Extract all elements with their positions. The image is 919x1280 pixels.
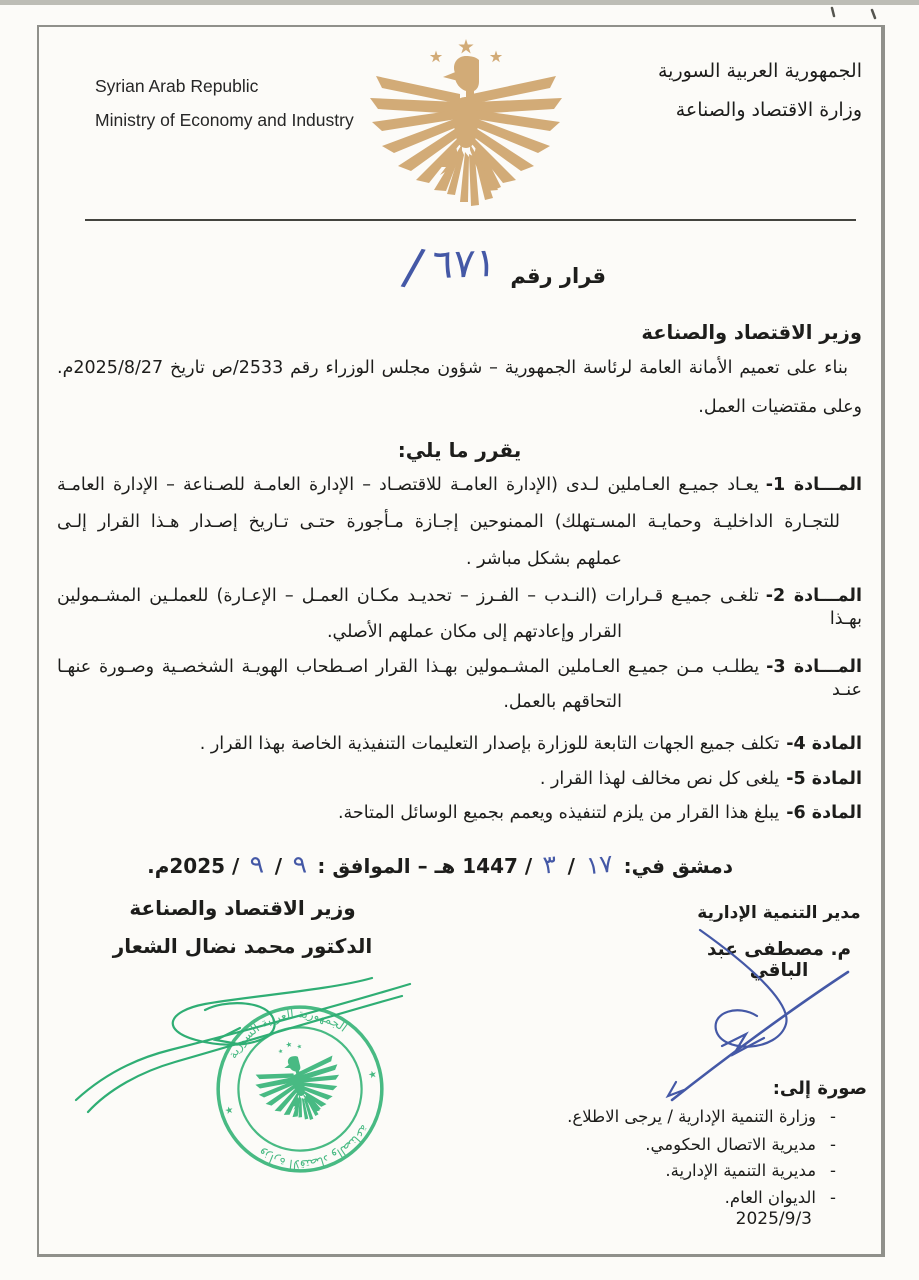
decides-heading: يقرر ما يلي:: [397, 438, 522, 462]
article-2-line-2: القرار وإعادتهم إلى مكان عملهم الأصلي.: [326, 622, 622, 642]
article-5-line: المادة 5-يلغى كل نص مخالف لهذا القرار .: [539, 769, 862, 789]
director-title: مدير التنمية الإدارية: [697, 903, 861, 923]
article-6-label: المادة 6-: [786, 803, 862, 823]
article-4-line: المادة 4-تكلف جميع الجهات التابعة للوزارة بإصدار التعليمات التنفيذية الخاصة بهذا القرار .: [199, 734, 862, 754]
handwritten-greg-month: ٩: [248, 849, 266, 880]
cc-dash: -: [830, 1161, 836, 1180]
handwritten-decree-number: ٦٧١: [430, 239, 499, 289]
decree-number-row: [399, 236, 607, 298]
cc-dash: -: [830, 1107, 836, 1126]
date-separator-2: /: [274, 854, 283, 878]
article-1-label: المـــادة 1-: [765, 475, 862, 495]
article-4-label: المادة 4-: [786, 734, 862, 754]
article-6-line: المادة 6-يبلغ هذا القرار من يلزم لتنفيذه ويعمم بجميع الوسائل المتاحة.: [337, 803, 862, 823]
handwritten-slash: /: [399, 236, 428, 298]
handwritten-hijri-month: ٣: [541, 849, 559, 880]
preamble-line-2: وعلى مقتضيات العمل.: [698, 397, 862, 417]
minister-name: الدكتور محمد نضال الشعار: [112, 934, 373, 958]
cc-dash: -: [830, 1135, 836, 1154]
date-hijri-rest: / 1447 هـ – الموافق :: [317, 854, 533, 878]
header-divider: [85, 219, 856, 221]
article-2-label: المـــادة 2-: [765, 586, 862, 606]
ministry-stamp: [212, 1001, 388, 1177]
header-ministry-en: Ministry of Economy and Industry: [95, 110, 354, 130]
stamp-top-text: الجمهورية العربية السورية: [225, 1006, 350, 1061]
cc-item-3: -مديرية التنمية الإدارية.: [665, 1161, 836, 1180]
eagle-emblem-icon: [366, 36, 566, 208]
authority-heading: وزير الاقتصاد والصناعة: [641, 321, 862, 344]
article-2-line-1: المـــادة 2-تلغـى جميـع قـرارات (النـدب – الفـرز – تحديـد مكـان العمـل – الإعـارة) للعملـين المشـمولين بهـذا: [57, 586, 862, 629]
handwritten-greg-day: ٩: [291, 849, 308, 880]
cc-dash: -: [830, 1188, 836, 1207]
header-country-en: Syrian Arab Republic: [95, 76, 259, 96]
cc-item-2: -مديرية الاتصال الحكومي.: [645, 1135, 836, 1154]
cc-item-1: -وزارة التنمية الإدارية / يرجى الاطلاع.: [567, 1107, 836, 1126]
date-separator: /: [567, 854, 575, 878]
minister-signature-block: [75, 896, 410, 958]
decree-number-label: قرار رقم: [510, 264, 607, 288]
article-3-line-2: التحاقهم بالعمل.: [503, 692, 622, 712]
director-signature-block: [683, 903, 875, 981]
cc-heading: صورة إلى:: [772, 1078, 867, 1099]
date-greg-rest: / 2025م.: [147, 854, 240, 878]
preamble-line-1: بناء على تعميم الأمانة العامة لرئاسة الجمهورية – شؤون مجلس الوزراء رقم 2533/ص تاريخ 2025/8/27م.: [57, 358, 848, 378]
header-ministry-ar: وزارة الاقتصاد والصناعة: [675, 99, 862, 121]
stamp-bottom-text: وزارة الاقتصاد والصناعة: [255, 1122, 372, 1172]
minister-title: وزير الاقتصاد والصناعة: [129, 896, 356, 920]
svg-text:الجمهورية العربية السورية: [218, 1001, 352, 1063]
article-3-line-1: المـــادة 3-يطلـب مـن جميـع العـاملين المشـمولين بهـذا القرار اصـطحاب الهويـة الشخصـية وصـورة عنهـا عنـد: [57, 657, 862, 700]
date-line: [147, 848, 733, 881]
cc-date: 2025/9/3: [735, 1209, 812, 1229]
scan-edge-strip: [0, 0, 919, 5]
date-prefix: دمشق في:: [623, 854, 733, 878]
article-1-line-1: المـــادة 1-يعـاد جميـع العـاملين لـدى (الإدارة العامـة للاقتصـاد – الإدارة العامـة للصـناعة – الإدارة العامـة: [57, 475, 862, 495]
director-name: م. مصطفى عبد الباقي: [706, 939, 852, 981]
article-1-line-3: عملهم بشكل مباشر .: [465, 549, 622, 569]
header-country-ar: الجمهورية العربية السورية: [657, 60, 862, 82]
article-1-line-2: للتجـارة الداخليـة وحمايـة المسـتهلك) الممنوحين إجـازة مـأجورة حتـى تـاريخ إصـدار هـذا القرار إلـى: [57, 512, 840, 532]
handwritten-hijri-day: ١٧: [584, 848, 615, 881]
cc-item-4: -الديوان العام.: [724, 1188, 836, 1207]
article-3-label: المـــادة 3-: [766, 657, 862, 677]
pen-tick-marks: [832, 8, 875, 18]
stamp-eagle-icon: [251, 1046, 349, 1130]
article-5-label: المادة 5-: [786, 769, 862, 789]
